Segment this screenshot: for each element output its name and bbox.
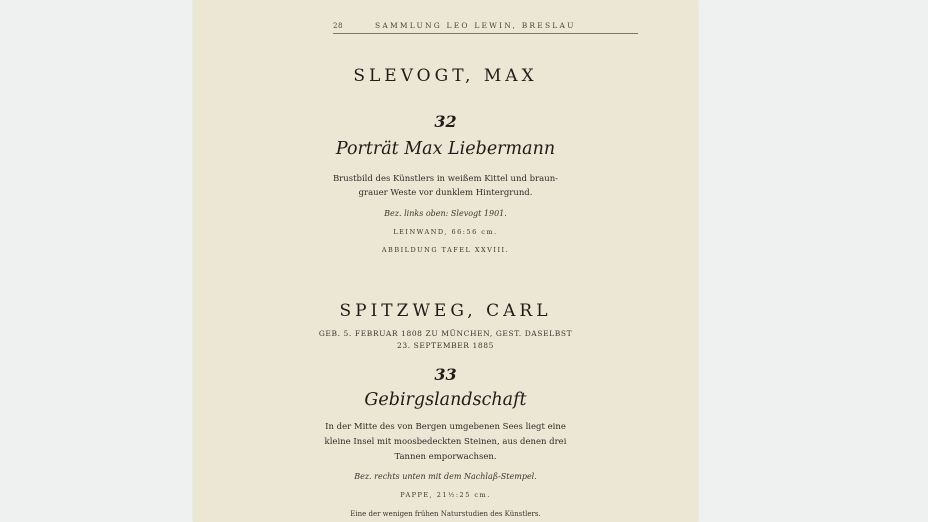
signature-note: Bez. rechts unten mit dem Nachlaß-Stempel. bbox=[354, 472, 537, 481]
artist-name: SLEVOGT, MAX bbox=[353, 66, 538, 86]
page-header bbox=[333, 20, 638, 34]
running-title: SAMMLUNG LEO LEWIN, BRESLAU bbox=[375, 21, 576, 30]
artwork-description-line: grauer Weste vor dunklem Hintergrund. bbox=[358, 188, 533, 198]
artwork-description-line: In der Mitte des von Bergen umgebenen Sees liegt eine bbox=[325, 422, 566, 432]
artwork-title: Gebirgslandschaft bbox=[364, 390, 527, 410]
catalog-number: 33 bbox=[434, 365, 457, 384]
artwork-title: Porträt Max Liebermann bbox=[335, 139, 556, 159]
plate-reference: ABBILDUNG TAFEL XXVIII. bbox=[381, 246, 510, 254]
artwork-description-line: kleine Insel mit moosbedeckten Steinen, aus denen drei bbox=[324, 437, 567, 447]
medium-dimensions: PAPPE, 21½:25 cm. bbox=[400, 491, 491, 499]
artwork-note: Eine der wenigen frühen Naturstudien des Künstlers. bbox=[350, 510, 541, 518]
catalog-page bbox=[193, 0, 698, 522]
artwork-description-line: Brustbild des Künstlers in weißem Kittel und braun- bbox=[332, 174, 559, 184]
artwork-description-line: Tannen emporwachsen. bbox=[394, 452, 497, 462]
artist-bio-line: 23. SEPTEMBER 1885 bbox=[396, 341, 495, 350]
catalog-number: 32 bbox=[434, 112, 457, 131]
medium-dimensions: LEINWAND, 66:56 cm. bbox=[393, 228, 498, 236]
artist-name: SPITZWEG, CARL bbox=[339, 301, 552, 321]
artist-bio-line: GEB. 5. FEBRUAR 1808 ZU MÜNCHEN, GEST. DASELBST bbox=[318, 329, 573, 338]
signature-note: Bez. links oben: Slevogt 1901. bbox=[384, 209, 507, 218]
page-number: 28 bbox=[333, 22, 343, 30]
